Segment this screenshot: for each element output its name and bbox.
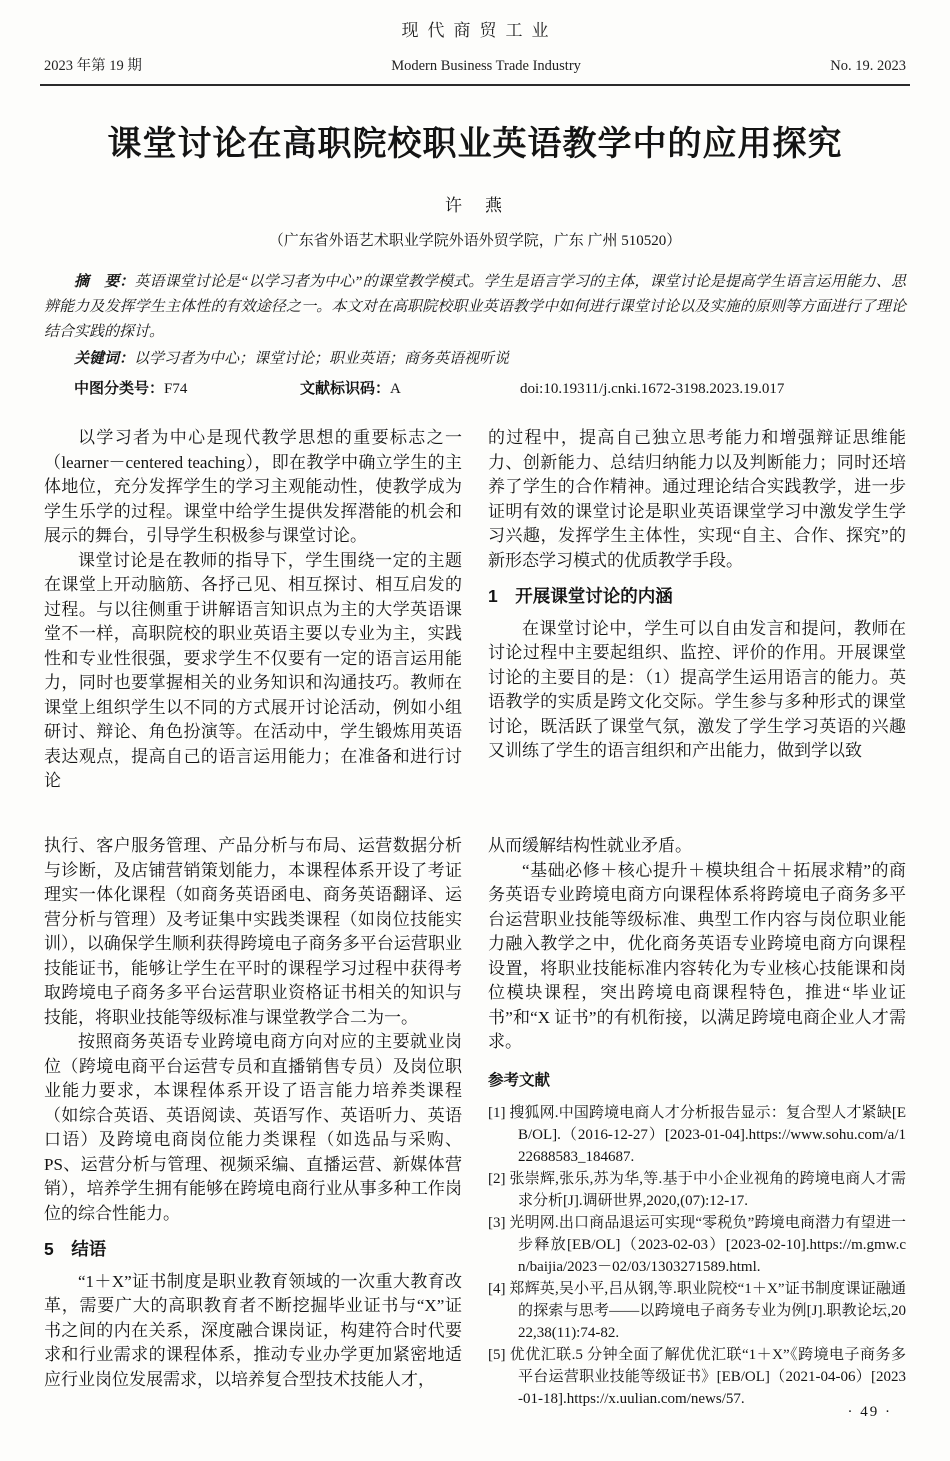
article-title: 课堂讨论在高职院校职业英语教学中的应用探究	[107, 126, 843, 163]
doc-code-segment	[300, 377, 520, 402]
journal-title-en: Modern Business Trade Industry	[391, 58, 581, 74]
section-heading-1: 1 开展课堂讨论的内涵	[488, 586, 673, 606]
reference-item: [4] 郑辉英,吴小平,吕从钢,等.职业院校“1＋X”证书制度课证融通的探索与思考——以跨境电子商务专业为例[J].职教论坛,2022,38(11):74-82.	[488, 1281, 906, 1341]
reference-item: [3] 光明网.出口商品退运可实现“零税负”跨境电商潜力有望进一步释放[EB/OL]（2023-02-03）[2023-02-10].https://m.gmw.cn/baijia/2023－02/03/1303271589.html.	[488, 1215, 906, 1275]
author-affiliation: （广东省外语艺术职业学院外语外贸学院，广东 广州 510520）	[268, 233, 682, 249]
clc-value: F74	[164, 381, 188, 397]
doi-text: doi:10.19311/j.cnki.1672-3198.2023.19.017	[520, 381, 785, 397]
paragraph: “基础必修＋核心提升＋模块组合＋拓展求精”的商务英语专业跨境电商方向课程体系将跨境电子商务多平台运营职业技能等级标准、典型工作内容与岗位职业能力融入教学之中，优化商务英语专业跨境电商方向课程设置，将职业技能标准内容转化为专业核心技能课和岗位模块课程，突出跨境电商课程特色，推进“毕业证书”和“X 证书”的有机衔接，以满足跨境电商企业人才需求。	[488, 860, 906, 1051]
paragraph: 以学习者为中心是现代教学思想的重要标志之一（learner－centered teaching），即在教学中确立学生的主体地位，充分发挥学生的学习主观能动性，使教学成为学生乐学的过程。课堂中给学生提供发挥潜能的机会和展示的舞台，引导学生积极参与课堂讨论。	[44, 428, 462, 545]
journal-title-cn: 现代商贸工业	[401, 21, 558, 40]
lower-right-column	[488, 834, 906, 1438]
upper-right-column	[488, 426, 906, 806]
reference-item: [1] 搜狐网.中国跨境电商人才分析报告显示：复合型人才紧缺[EB/OL].（2016-12-27）[2023-01-04].https://www.sohu.com/a/122688583_184687.	[488, 1105, 906, 1165]
article-body-upper	[44, 426, 906, 806]
journal-header-row	[44, 54, 906, 75]
issue-number-cn: 2023 年第 19 期	[44, 58, 142, 74]
abstract-text: 英语课堂讨论是“以学习者为中心”的课堂教学模式。学生是语言学习的主体，课堂讨论是提高学生语言运用能力、思辨能力及发挥学生主体性的有效途径之一。本文对在高职院校职业英语教学中如何进行课堂讨论以及实施的原则等方面进行了理论结合实践的探讨。	[44, 274, 906, 340]
author-name: 许 燕	[445, 196, 505, 215]
reference-item: [2] 张崇辉,张乐,苏为华,等.基于中小企业视角的跨境电商人才需求分析[J].调研世界,2020,(07):12-17.	[488, 1171, 906, 1209]
issue-number-en: No. 19. 2023	[830, 58, 906, 74]
clc-label: 中图分类号：	[74, 381, 165, 397]
doc-code-value: A	[390, 381, 401, 397]
paragraph: 执行、客户服务管理、产品分析与布局、运营数据分析与诊断，及店铺营销策划能力，本课程体系开设了考证理实一体化课程（如商务英语函电、商务英语翻译、运营分析与管理）及考证集中实践类课程（如岗位技能实训），以确保学生顺利获得跨境电子商务多平台运营职业技能证书，能够让学生在平时的课程学习过程中获得考取跨境电子商务多平台运营职业资格证书相关的知识与技能，将职业技能等级标准与课堂教学合二为一。	[44, 836, 462, 1027]
doc-code-label: 文献标识码：	[300, 381, 391, 397]
article-meta	[44, 270, 906, 402]
reference-item: [5] 优优汇联.5 分钟全面了解优优汇联“1＋X”《跨境电子商务多平台运营职业技能等级证书》[EB/OL]（2021-04-06）[2023-01-18].https://x.uulian.com/news/57.	[488, 1347, 906, 1407]
keywords-text: 以学习者为中心；课堂讨论；职业英语；商务英语视听说	[134, 351, 510, 367]
abstract	[44, 270, 906, 345]
paragraph: 在课堂讨论中，学生可以自由发言和提问，教师在讨论过程中主要起组织、监控、评价的作用。开展课堂讨论的主要目的是：（1）提高学生运用语言的能力。英语教学的实质是跨文化交际。学生参与多种形式的课堂讨论，既活跃了课堂气氛，激发了学生学习英语的兴趣又训练了学生的语言组织和产出能力，做到学以致	[488, 618, 906, 760]
paragraph: “1＋X”证书制度是职业教育领域的一次重大教育改革，需要广大的高职教育者不断挖掘毕业证书与“X”证书之间的内在关系，深度融合课岗证，构建符合时代要求和行业需求的课程体系，推动专业办学更加紧密地适应行业岗位发展需求，以培养复合型技术技能人才，	[44, 1271, 462, 1389]
abstract-label: 摘 要：	[74, 274, 135, 290]
classification-row	[44, 377, 906, 402]
upper-left-column	[44, 426, 462, 806]
keywords	[44, 347, 906, 372]
paragraph: 课堂讨论是在教师的指导下，学生围绕一定的主题在课堂上开动脑筋、各抒己见、相互探讨、相互启发的过程。与以往侧重于讲解语言知识点为主的大学英语课堂不一样，高职院校的职业英语主要以专业为主，实践性和专业性很强，要求学生不仅要有一定的语言运用能力，同时也要掌握相关的业务知识和沟通技巧。教师在课堂上组织学生以不同的方式展开讨论活动，例如小组研讨、辩论、角色扮演等。在活动中，学生锻炼用英语表达观点，提高自己的语言运用能力；在准备和进行讨论	[44, 550, 462, 790]
paragraph: 从而缓解结构性就业矛盾。	[488, 836, 692, 855]
references-list	[488, 1102, 906, 1410]
paragraph: 按照商务英语专业跨境电商方向对应的主要就业岗位（跨境电商平台运营专员和直播销售专员）及岗位职业能力要求，本课程体系开设了语言能力培养类课程（如综合英语、英语阅读、英语写作、英语听力、英语口语）及跨境电商岗位能力类课程（如选品与采购、PS、运营分析与管理、视频采编、直播运营、新媒体营销），培养学生拥有能够在跨境电商行业从事多种工作岗位的综合性能力。	[44, 1032, 462, 1223]
header-rule	[40, 84, 910, 86]
clc-segment	[74, 377, 300, 402]
section-heading-conclusion: 5 结语	[44, 1239, 107, 1259]
references-heading: 参考文献	[488, 1071, 551, 1089]
lower-left-column	[44, 834, 462, 1438]
journal-header	[0, 0, 950, 86]
article-body-lower	[44, 834, 906, 1438]
keywords-label: 关键词：	[74, 351, 135, 367]
paragraph: 的过程中，提高自己独立思考能力和增强辩证思维能力、创新能力、总结归纳能力以及判断能力；同时还培养了学生的合作精神。通过理论结合实践教学，进一步证明有效的课堂讨论是职业英语课堂学习中激发学生学习兴趣，发挥学生主体性，实现“自主、合作、探究”的新形态学习模式的优质教学手段。	[488, 428, 906, 570]
page-number: · 49 ·	[847, 1404, 892, 1420]
